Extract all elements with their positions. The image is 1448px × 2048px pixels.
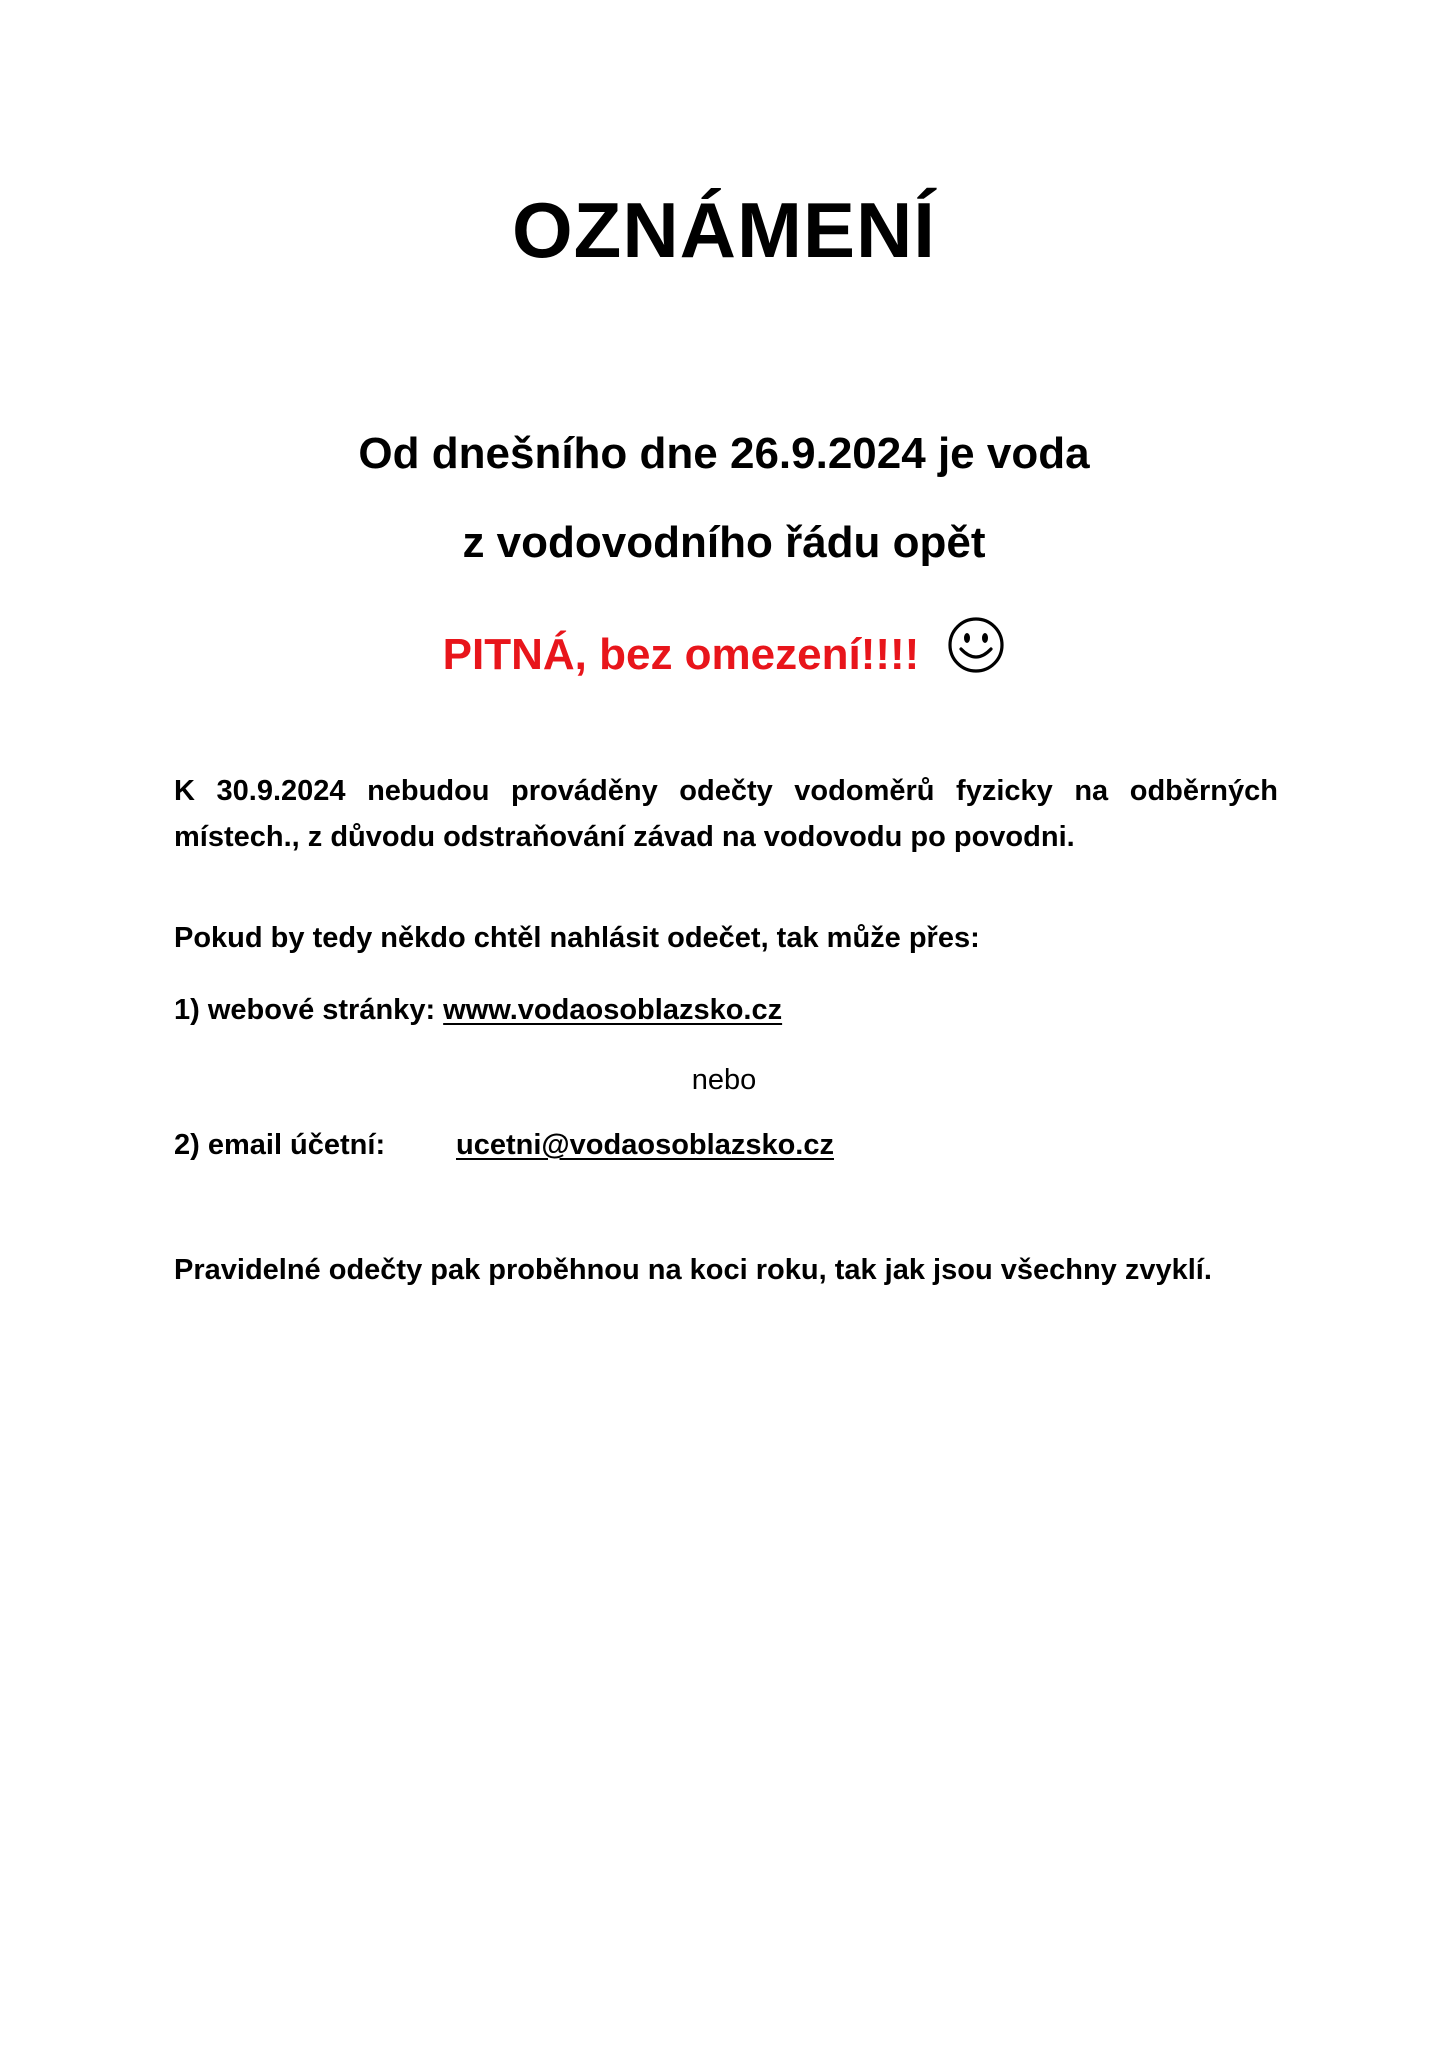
notice-title: OZNÁMENÍ (512, 186, 936, 274)
headline-line-1: Od dnešního dne 26.9.2024 je voda (358, 429, 1090, 478)
option-website-label: 1) webové stránky: (174, 994, 444, 1026)
or-separator: nebo (691, 1064, 757, 1096)
email-link-text[interactable]: ucetni@vodaosoblazsko.cz (456, 1129, 834, 1161)
headline-line-2: z vodovodního řádu opět (462, 518, 986, 567)
smiley-face-icon (947, 616, 1005, 687)
drinkable-announcement: PITNÁ, bez omezení!!!! (442, 630, 920, 680)
report-intro: Pokud by tedy někdo chtěl nahlásit odečet, tak může přes: (174, 922, 980, 954)
option-website (174, 990, 782, 1030)
website-link[interactable]: www.vodaosoblazsko.cz (443, 994, 783, 1026)
email-link[interactable] (456, 1125, 834, 1165)
headline-line-3 (0, 622, 1448, 693)
option-email-label: 2) email účetní: (174, 1129, 386, 1161)
meter-reading-paragraph: K 30.9.2024 nebudou prováděny odečty vodoměrů fyzicky na odběrných místech., z důvodu odstraňování závad na vodovodu po povodni. (174, 775, 1278, 853)
closing-sentence: Pravidelné odečty pak proběhnou na koci roku, tak jak jsou všechny zvyklí. (174, 1254, 1212, 1286)
